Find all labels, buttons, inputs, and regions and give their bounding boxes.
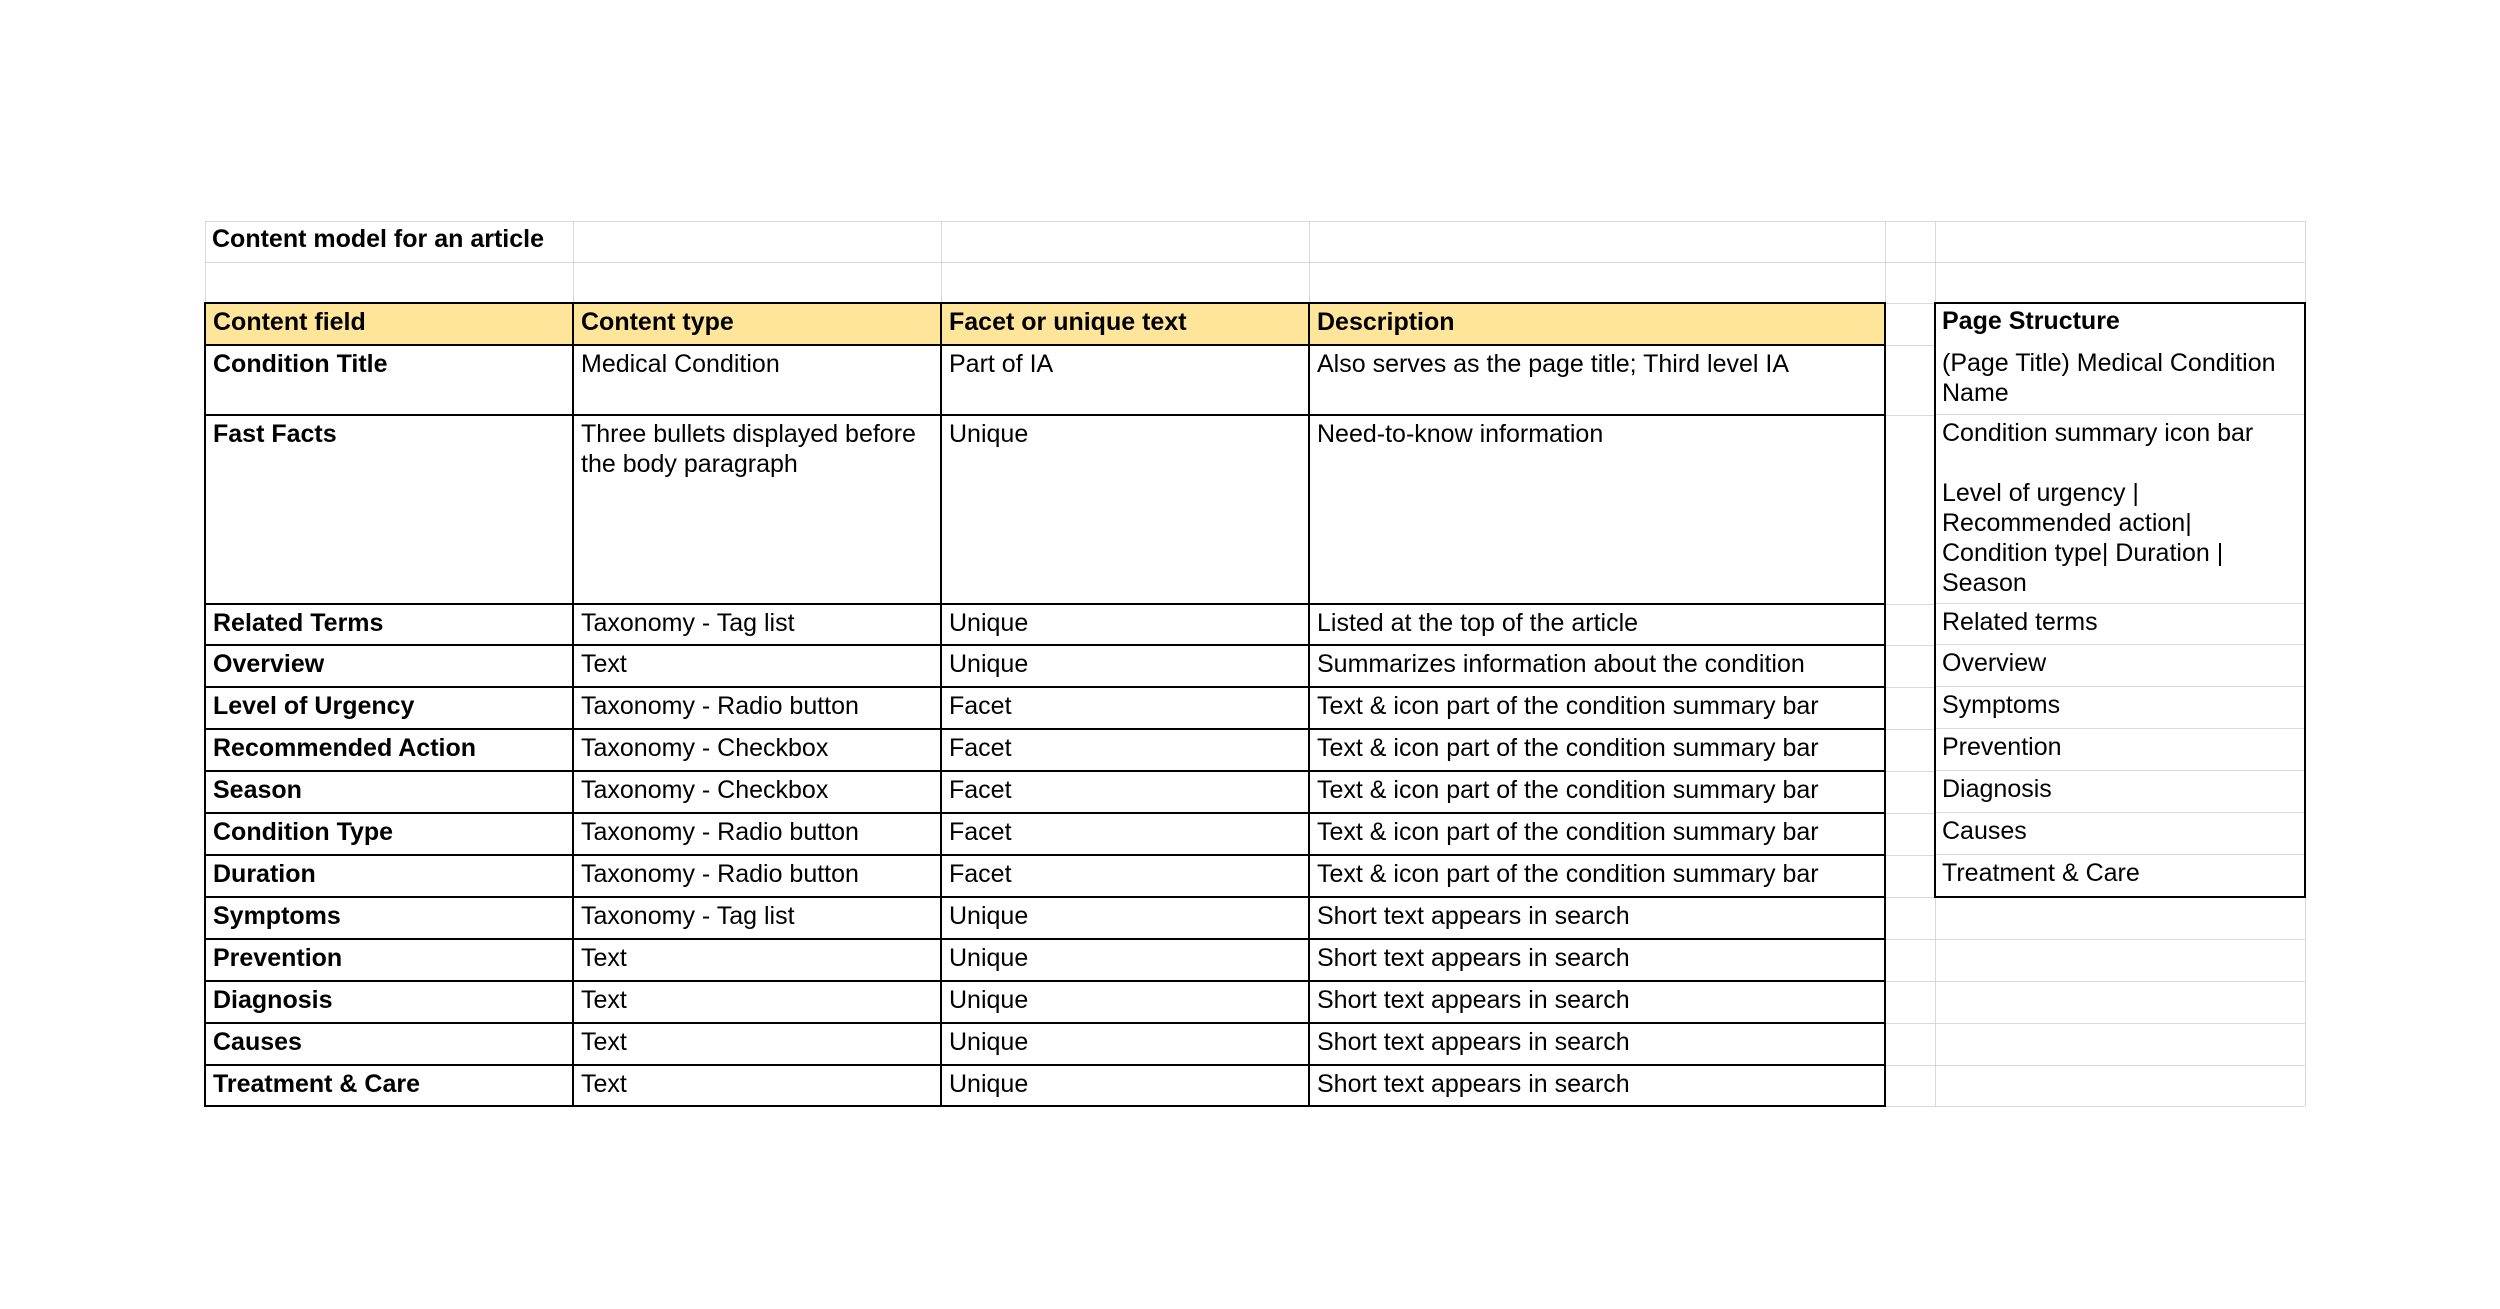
description-cell[interactable]: Also serves as the page title; Third level IA bbox=[1308, 344, 1886, 416]
page-structure-item[interactable]: Symptoms bbox=[1935, 687, 2305, 729]
gridline-vertical bbox=[2305, 221, 2306, 1106]
content-type-cell[interactable]: Text bbox=[572, 644, 942, 688]
description-cell[interactable]: Summarizes information about the condition bbox=[1308, 644, 1886, 688]
facet-cell[interactable]: Facet bbox=[940, 854, 1310, 898]
description-cell[interactable]: Short text appears in search bbox=[1308, 938, 1886, 982]
content-field-cell[interactable]: Season bbox=[204, 770, 574, 814]
facet-cell[interactable]: Unique bbox=[940, 1022, 1310, 1066]
facet-cell[interactable]: Facet bbox=[940, 812, 1310, 856]
content-type-cell[interactable]: Taxonomy - Radio button bbox=[572, 812, 942, 856]
content-type-cell[interactable]: Medical Condition bbox=[572, 344, 942, 416]
page-structure-header[interactable]: Page Structure bbox=[1935, 303, 2305, 345]
page-structure-item[interactable]: Related terms bbox=[1935, 604, 2305, 645]
sheet-title[interactable]: Content model for an article bbox=[212, 225, 544, 253]
content-type-cell[interactable]: Taxonomy - Tag list bbox=[572, 896, 942, 940]
content-field-cell[interactable]: Symptoms bbox=[204, 896, 574, 940]
content-type-cell[interactable]: Text bbox=[572, 980, 942, 1024]
facet-cell[interactable]: Facet bbox=[940, 728, 1310, 772]
description-cell[interactable]: Text & icon part of the condition summary bar bbox=[1308, 728, 1886, 772]
header-description[interactable]: Description bbox=[1308, 302, 1886, 346]
content-field-cell[interactable]: Recommended Action bbox=[204, 728, 574, 772]
description-cell[interactable]: Text & icon part of the condition summary bar bbox=[1308, 812, 1886, 856]
description-cell[interactable]: Short text appears in search bbox=[1308, 980, 1886, 1024]
content-field-cell[interactable]: Related Terms bbox=[204, 603, 574, 646]
facet-cell[interactable]: Facet bbox=[940, 770, 1310, 814]
facet-cell[interactable]: Unique bbox=[940, 644, 1310, 688]
page-structure-item[interactable]: Causes bbox=[1935, 813, 2305, 855]
description-cell[interactable]: Listed at the top of the article bbox=[1308, 603, 1886, 646]
content-field-cell[interactable]: Condition Type bbox=[204, 812, 574, 856]
content-type-cell[interactable]: Text bbox=[572, 1064, 942, 1107]
description-cell[interactable]: Text & icon part of the condition summary bar bbox=[1308, 854, 1886, 898]
content-type-cell[interactable]: Taxonomy - Radio button bbox=[572, 854, 942, 898]
page-structure-item[interactable]: Treatment & Care bbox=[1935, 855, 2305, 897]
description-cell[interactable]: Short text appears in search bbox=[1308, 1064, 1886, 1107]
content-field-cell[interactable]: Overview bbox=[204, 644, 574, 688]
content-field-cell[interactable]: Diagnosis bbox=[204, 980, 574, 1024]
facet-cell[interactable]: Facet bbox=[940, 686, 1310, 730]
content-field-cell[interactable]: Duration bbox=[204, 854, 574, 898]
description-cell[interactable]: Text & icon part of the condition summary bar bbox=[1308, 686, 1886, 730]
content-field-cell[interactable]: Level of Urgency bbox=[204, 686, 574, 730]
content-type-cell[interactable]: Taxonomy - Tag list bbox=[572, 603, 942, 646]
page-structure-item[interactable]: Overview bbox=[1935, 645, 2305, 687]
description-cell[interactable]: Short text appears in search bbox=[1308, 896, 1886, 940]
facet-cell[interactable]: Unique bbox=[940, 1064, 1310, 1107]
facet-cell[interactable]: Unique bbox=[940, 980, 1310, 1024]
content-type-cell[interactable]: Text bbox=[572, 938, 942, 982]
page-structure-item[interactable]: (Page Title) Medical Condition Name bbox=[1935, 345, 2305, 415]
description-cell[interactable]: Text & icon part of the condition summary bar bbox=[1308, 770, 1886, 814]
header-content-type[interactable]: Content type bbox=[572, 302, 942, 346]
content-type-cell[interactable]: Taxonomy - Radio button bbox=[572, 686, 942, 730]
page-structure-item[interactable]: Condition summary icon bar Level of urgency | Recommended action| Condition type| Duration | Season bbox=[1935, 415, 2305, 604]
facet-cell[interactable]: Part of IA bbox=[940, 344, 1310, 416]
content-field-cell[interactable]: Causes bbox=[204, 1022, 574, 1066]
facet-cell[interactable]: Unique bbox=[940, 938, 1310, 982]
content-field-cell[interactable]: Treatment & Care bbox=[204, 1064, 574, 1107]
page-structure-item[interactable]: Diagnosis bbox=[1935, 771, 2305, 813]
content-field-cell[interactable]: Prevention bbox=[204, 938, 574, 982]
header-content-field[interactable]: Content field bbox=[204, 302, 574, 346]
description-cell[interactable]: Short text appears in search bbox=[1308, 1022, 1886, 1066]
content-field-cell[interactable]: Fast Facts bbox=[204, 414, 574, 605]
content-type-cell[interactable]: Text bbox=[572, 1022, 942, 1066]
header-facet[interactable]: Facet or unique text bbox=[940, 302, 1310, 346]
content-field-cell[interactable]: Condition Title bbox=[204, 344, 574, 416]
facet-cell[interactable]: Unique bbox=[940, 896, 1310, 940]
facet-cell[interactable]: Unique bbox=[940, 603, 1310, 646]
facet-cell[interactable]: Unique bbox=[940, 414, 1310, 605]
page-structure-item[interactable]: Prevention bbox=[1935, 729, 2305, 771]
content-type-cell[interactable]: Taxonomy - Checkbox bbox=[572, 770, 942, 814]
content-type-cell[interactable]: Three bullets displayed before the body paragraph bbox=[572, 414, 942, 605]
content-type-cell[interactable]: Taxonomy - Checkbox bbox=[572, 728, 942, 772]
description-cell[interactable]: Need-to-know information bbox=[1308, 414, 1886, 605]
